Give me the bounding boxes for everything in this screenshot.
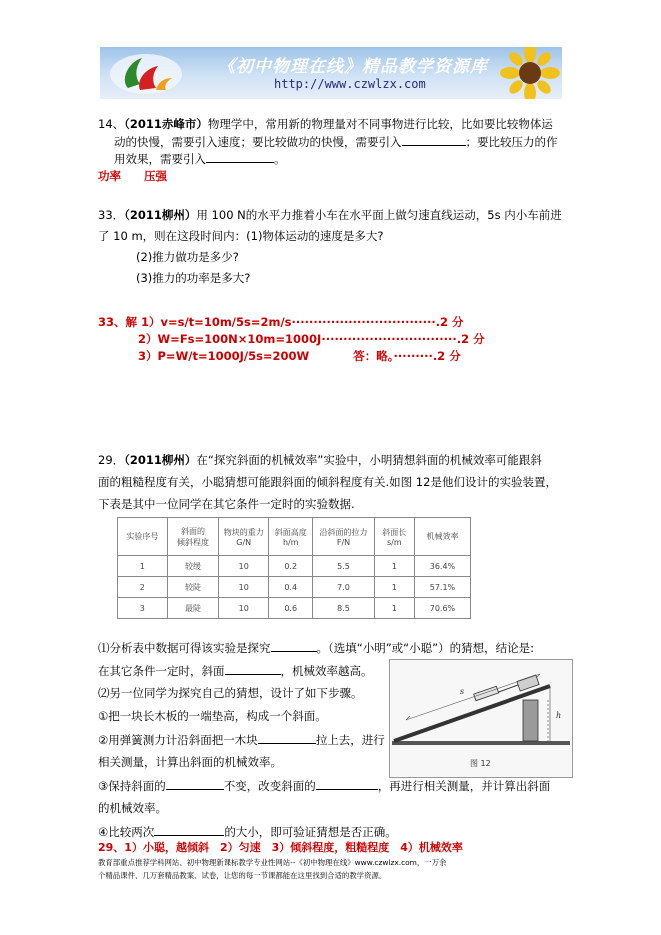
banner-url: http://www.czwlzx.com — [274, 77, 426, 91]
q29-number: 29． — [98, 453, 125, 467]
incline-apparatus-diagram — [390, 660, 572, 777]
table-row: 1 较缓 10 0.2 5.5 1 36.4% — [118, 556, 471, 577]
q29-blank-4 — [166, 778, 224, 790]
q29-part2-intro: ⑵另一位同学为探究自己的猜想，设计了如下步骤。 — [98, 686, 363, 700]
q29-source: （2011柳州） — [124, 453, 197, 467]
q29-step-4: ④比较两次 的大小，即可验证猜想是否正确。 — [98, 825, 397, 839]
q33-line-1: 33．（2011柳州）用 100 N的水平力推着小车在水平面上做匀速直线运动，5s 内小车前进 — [98, 208, 562, 222]
q33-line-2: 了 10 m，则在这段时间内：(1)物体运动的速度是多大? — [98, 229, 384, 243]
figure-12 — [389, 659, 573, 778]
q14-source: （2011赤峰市） — [124, 117, 208, 131]
q29-blank-3 — [258, 732, 316, 744]
q29-blank-5 — [316, 778, 378, 790]
q29-step-2-line-1: ②用弹簧测力计沿斜面把一木块 拉上去，进行 — [98, 733, 385, 747]
q29-line-1: 29．（2011柳州）在“探究斜面的机械效率”实验中，小明猜想斜面的机械效率可能跟斜 — [98, 453, 542, 467]
q29-line-2: 面的粗糙程度有关，小聪猜想可能跟斜面的倾斜程度有关.如图 12是他们设计的实验装置， — [98, 475, 557, 489]
experiment-table — [117, 517, 471, 619]
figure-caption: 图 12 — [470, 759, 491, 768]
q29-step-2-line-2: 相关测量，计算出斜面的机械效率。 — [98, 755, 282, 769]
table-header-row — [118, 518, 471, 556]
q14-line-2: 动的快慢，需要引入速度；要比较做功的快慢，需要引入 ；要比较压力的作 — [114, 135, 558, 149]
table-row: 3 最陡 10 0.6 8.5 1 70.6% — [118, 598, 471, 619]
q33-line-3: (2)推力做功是多少? — [136, 250, 239, 264]
sunflower-icon — [492, 47, 562, 99]
q14-blank-2 — [206, 151, 274, 163]
figure-label-h: h — [556, 711, 562, 720]
figure-label-s: s — [460, 687, 465, 696]
q29-blank-6 — [154, 824, 224, 836]
q33-answer-2: 2）W=Fs=100N×10m=1000J·······························.2 分 — [138, 332, 485, 346]
footer-line-2: 个精品课件、几万套精品教案、试卷，让您的每一节课都能在这里找到合适的教学资源。 — [98, 871, 387, 880]
table-header-cell: 沿斜面的拉力 F/N — [313, 518, 374, 556]
q33-source: （2011柳州） — [124, 208, 197, 222]
q29-line-3: 下表是其中一位同学在其它条件一定时的实验数据. — [98, 497, 355, 511]
banner-title: 《初中物理在线》精品教学资源库 — [218, 57, 488, 77]
table-header-cell: 斜面高度 h/m — [269, 518, 313, 556]
q29-blank-1 — [271, 640, 317, 652]
q33-line-4: (3)推力的功率是多大? — [136, 271, 251, 285]
table-header-cell: 斜面长 s/m — [374, 518, 414, 556]
footer-line-1: 教育部重点推荐学科网站、初中物理新课标教学专业性网站--《初中物理在线》www.czwlzx.com，一万余 — [98, 858, 447, 867]
table-header-cell: 实验序号 — [118, 518, 168, 556]
q29-step-1: ①把一块长木板的一端垫高，构成一个斜面。 — [98, 709, 327, 723]
q29-answer: 29、1）小聪，越倾斜 2）匀速 3）倾斜程度，粗糙程度 4）机械效率 — [98, 841, 463, 854]
q14-answer: 功率 压强 — [98, 169, 167, 183]
q29-part1-line-2: 在其它条件一定时，斜面 ，机械效率越高。 — [98, 664, 373, 678]
site-logo-icon — [106, 50, 186, 96]
q29-step-3-line-2: 的机械效率。 — [98, 801, 167, 815]
table-header-cell: 机械效率 — [414, 518, 470, 556]
q33-number: 33． — [98, 208, 125, 222]
q14-line-3: 用效果，需要引入 。 — [114, 152, 286, 166]
header-banner — [100, 47, 562, 99]
q29-blank-2 — [225, 663, 281, 675]
q14-blank-1 — [402, 134, 466, 146]
q14-line-1: 14、（2011赤峰市）物理学中，常用新的物理量对不同事物进行比较，比如要比较物体运 — [98, 117, 553, 131]
table-header-cell: 斜面的 倾斜程度 — [167, 518, 219, 556]
q29-step-3-line-1: ③保持斜面的 不变，改变斜面的 ，再进行相关测量，并计算出斜面 — [98, 779, 551, 793]
table-header-cell: 物块的重力 G/N — [219, 518, 269, 556]
q33-answer-3: 3）P=W/t=1000J/5s=200W 答：略。·········.2 分 — [138, 349, 461, 363]
q29-part1-line-1: ⑴分析表中数据可得该实验是探究 。（选填“小明”或“小聪”）的猜想，结论是: — [98, 641, 534, 655]
table-row: 2 较陡 10 0.4 7.0 1 57.1% — [118, 577, 471, 598]
q33-answer-1: 33、解 1）v=s/t=10m/5s=2m/s·································.2 分 — [98, 315, 464, 329]
q14-number: 14、 — [98, 117, 125, 131]
